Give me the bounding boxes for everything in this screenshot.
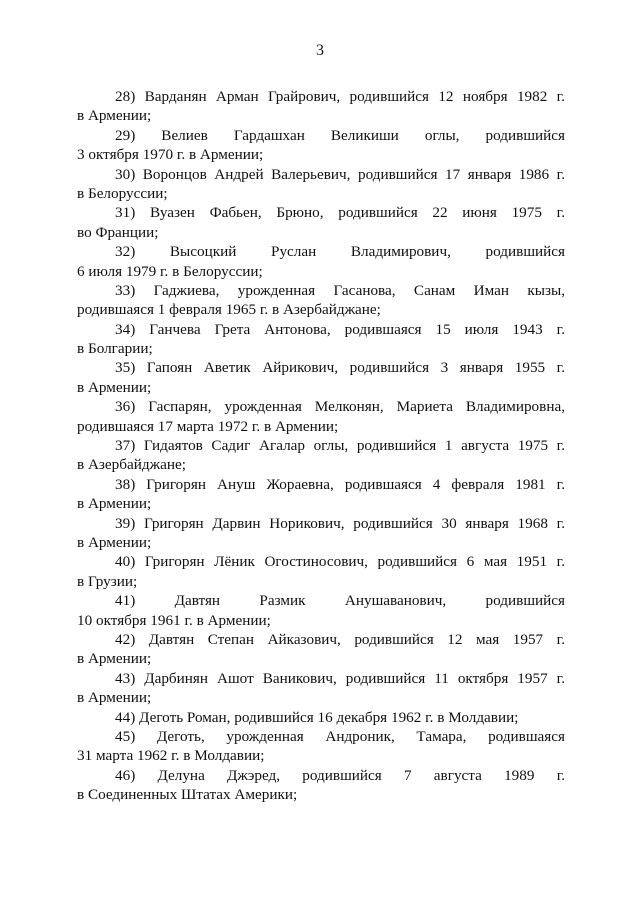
list-item <box>77 591 565 630</box>
list-item <box>77 165 565 204</box>
entry-line: в Армении; <box>77 533 152 551</box>
list-item <box>77 552 565 591</box>
entry-line: 31) Вуазен Фабьен, Брюно, родившийся 22 июня 1975 г. <box>115 204 565 222</box>
entry-line: 28) Варданян Арман Грайрович, родившийся 12 ноября 1982 г. <box>115 88 565 105</box>
entry-line: в Армении; <box>77 378 152 396</box>
entry-line: в Болгарии; <box>77 340 153 358</box>
entry-line: во Франции; <box>77 223 159 241</box>
entry-line: 30) Воронцов Андрей Валерьевич, родившийся 17 января 1986 г. <box>115 165 565 183</box>
entry-line: 10 октября 1961 г. в Армении; <box>77 611 271 629</box>
list-item <box>77 320 565 359</box>
entry-line: 6 июля 1979 г. в Белоруссии; <box>77 262 263 280</box>
entry-line: 35) Гапоян Аветик Айрикович, родившийся 3 января 1955 г. <box>115 359 565 377</box>
entry-line: 44) Деготь Роман, родившийся 16 декабря 1962 г. в Молдавии; <box>115 708 519 726</box>
entry-line: в Армении; <box>77 650 152 668</box>
entry-line: в Армении; <box>77 689 152 707</box>
entry-line: в Армении; <box>77 495 152 513</box>
entry-line: 3 октября 1970 г. в Армении; <box>77 146 264 164</box>
list-item <box>77 397 565 436</box>
citizen-list <box>77 87 565 804</box>
entry-line: 41) Давтян Размик Анушаванович, родившийся <box>115 592 565 610</box>
entry-line: 39) Григорян Дарвин Норикович, родившийся 30 января 1968 г. <box>115 514 565 532</box>
entry-line: 32) Высоцкий Руслан Владимирович, родившийся <box>115 243 565 261</box>
entry-line: в Грузии; <box>77 572 138 590</box>
list-item <box>77 281 565 320</box>
entry-line: 43) Дарбинян Ашот Ваникович, родившийся 11 октября 1957 г. <box>115 669 565 687</box>
entry-line: 34) Ганчева Грета Антонова, родившаяся 15 июля 1943 г. <box>115 320 565 338</box>
entry-line: 40) Григорян Лёник Огостиносович, родившийся 6 мая 1951 г. <box>115 553 565 571</box>
list-item <box>77 242 565 281</box>
list-item <box>77 126 565 165</box>
page-number: 3 <box>316 42 324 59</box>
list-item <box>77 708 565 727</box>
list-item <box>77 358 565 397</box>
entry-line: 31 марта 1962 г. в Молдавии; <box>77 747 265 765</box>
list-item <box>77 87 565 126</box>
entry-line: в Соединенных Штатах Америки; <box>77 786 298 804</box>
entry-line: 37) Гидаятов Садиг Агалар оглы, родившийся 1 августа 1975 г. <box>115 437 565 455</box>
entry-line: в Армении; <box>77 107 152 125</box>
entry-line: 36) Гаспарян, урожденная Мелконян, Мариета Владимировна, <box>115 398 565 416</box>
list-item <box>77 630 565 669</box>
entry-line: в Азербайджане; <box>77 456 186 474</box>
entry-line: 46) Делуна Джэред, родившийся 7 августа 1989 г. <box>115 766 565 784</box>
list-item <box>77 436 565 475</box>
entry-line: 38) Григорян Ануш Жораевна, родившаяся 4 февраля 1981 г. <box>115 475 565 493</box>
entry-line: родившаяся 1 февраля 1965 г. в Азербайджане; <box>77 301 381 319</box>
entry-line: в Белоруссии; <box>77 184 168 202</box>
list-item <box>77 727 565 766</box>
entry-line: 29) Велиев Гардашхан Великиши оглы, родившийся <box>115 126 565 144</box>
entry-line: 45) Деготь, урожденная Андроник, Тамара, родившаяся <box>115 727 565 745</box>
entry-line: 33) Гаджиева, урожденная Гасанова, Санам Иман кызы, <box>115 281 565 299</box>
entry-line: 42) Давтян Степан Айказович, родившийся 12 мая 1957 г. <box>115 630 565 648</box>
list-item <box>77 475 565 514</box>
list-item <box>77 514 565 553</box>
entry-line: родившаяся 17 марта 1972 г. в Армении; <box>77 417 339 435</box>
list-item <box>77 669 565 708</box>
list-item <box>77 203 565 242</box>
list-item <box>77 766 565 805</box>
